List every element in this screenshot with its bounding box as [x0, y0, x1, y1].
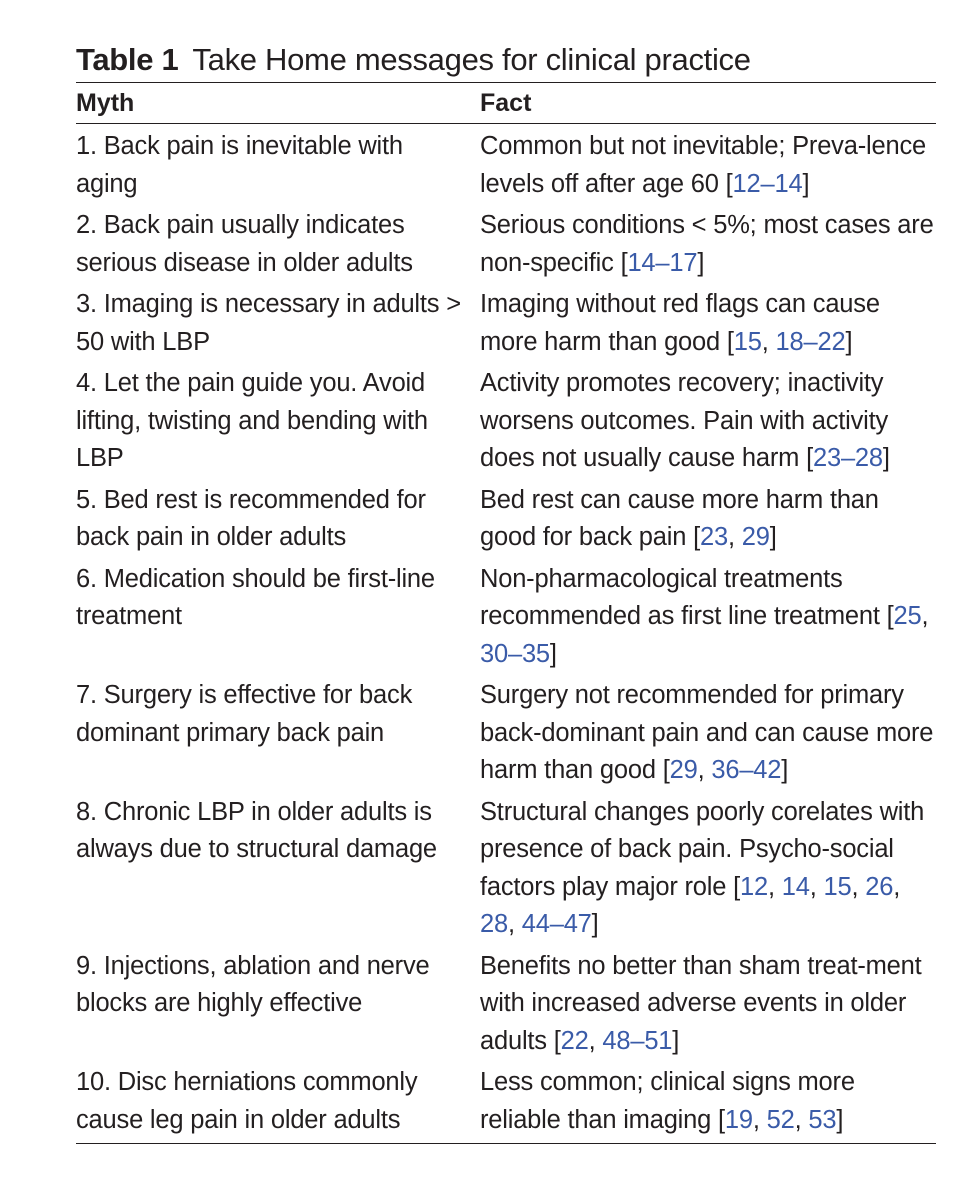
reference-bracket: [ — [886, 602, 894, 630]
table-figure — [76, 42, 936, 1144]
reference-link[interactable]: 12 — [740, 872, 768, 901]
header-row — [76, 83, 936, 124]
reference-link[interactable]: 18–22 — [775, 327, 846, 356]
fact-text: , — [794, 1105, 809, 1134]
myth-cell: 1. Back pain is inevitable with aging — [76, 132, 403, 198]
fact-text: Activity promotes recovery; inactivity worsens outcomes. Pain with activity does not usually cause harm — [480, 369, 889, 472]
reference-link[interactable]: 15 — [823, 872, 852, 901]
reference-link[interactable]: 29 — [741, 523, 770, 551]
fact-text: , — [507, 910, 522, 938]
table-row — [76, 286, 936, 365]
reference-link[interactable]: 29 — [669, 756, 698, 784]
fact-text: , — [921, 602, 929, 630]
myth-cell: 9. Injections, ablation and nerve blocks are highly effective — [76, 951, 430, 1017]
table-row — [76, 124, 936, 208]
reference-link[interactable]: 14 — [781, 872, 810, 901]
fact-text: Surgery not recommended for primary back-dominant pain and can cause more harm than good — [480, 681, 934, 784]
reference-bracket: ] — [882, 444, 890, 472]
reference-link[interactable]: 52 — [766, 1105, 795, 1134]
reference-link[interactable]: 15 — [733, 327, 762, 356]
myth-cell: 5. Bed rest is recommended for back pain in older adults — [76, 485, 426, 551]
fact-cell — [480, 677, 936, 794]
fact-text: , — [727, 523, 742, 551]
myth-cell: 10. Disc herniations commonly cause leg pain in older adults — [76, 1068, 418, 1134]
table-row — [76, 207, 936, 286]
myth-cell: 3. Imaging is necessary in adults > 50 with LBP — [76, 290, 461, 356]
reference-link[interactable]: 26 — [865, 872, 894, 901]
reference-bracket: [ — [733, 872, 741, 901]
reference-link[interactable]: 48–51 — [602, 1026, 673, 1055]
fact-text: Serious conditions < 5%; most cases are non-specific — [480, 211, 934, 277]
reference-bracket: ] — [781, 756, 789, 784]
fact-text: , — [588, 1026, 603, 1055]
fact-cell — [480, 286, 936, 365]
reference-link[interactable]: 23 — [700, 523, 728, 551]
table-number: Table 1 — [76, 42, 179, 77]
reference-bracket: [ — [806, 444, 813, 472]
reference-link[interactable]: 12–14 — [732, 169, 803, 198]
table-row — [76, 1064, 936, 1143]
reference-link[interactable]: 28 — [480, 910, 508, 938]
table-row — [76, 561, 936, 678]
fact-cell — [480, 1064, 936, 1143]
reference-bracket: [ — [553, 1026, 561, 1055]
column-header-fact: Fact — [480, 83, 936, 124]
reference-link[interactable]: 23–28 — [812, 444, 883, 472]
reference-link[interactable]: 36–42 — [711, 756, 782, 784]
fact-cell — [480, 365, 936, 482]
reference-bracket: [ — [620, 248, 628, 277]
column-header-myth: Myth — [76, 83, 480, 124]
reference-link[interactable]: 19 — [724, 1105, 753, 1134]
fact-text: , — [697, 756, 712, 784]
table-row — [76, 677, 936, 794]
reference-bracket: [ — [725, 169, 733, 198]
table-row — [76, 794, 936, 948]
reference-link[interactable]: 53 — [808, 1105, 837, 1134]
myth-fact-table — [76, 83, 936, 1143]
fact-text: , — [851, 872, 866, 901]
myth-cell: 7. Surgery is effective for back dominant primary back pain — [76, 681, 413, 747]
fact-text: Less common; clinical signs more reliable than imaging — [480, 1068, 855, 1134]
fact-text: , — [809, 872, 824, 901]
reference-bracket: [ — [693, 523, 700, 551]
table-row — [76, 948, 936, 1065]
reference-bracket: ] — [845, 327, 853, 356]
reference-link[interactable]: 25 — [893, 602, 922, 630]
reference-bracket: ] — [802, 169, 810, 198]
reference-bracket: [ — [662, 756, 670, 784]
fact-text: Common but not inevitable; Preva-lence levels off after age 60 — [480, 132, 926, 198]
fact-cell — [480, 794, 936, 948]
reference-link[interactable]: 14–17 — [627, 248, 698, 277]
table-row — [76, 482, 936, 561]
myth-cell: 8. Chronic LBP in older adults is always due to structural damage — [76, 797, 437, 863]
reference-link[interactable]: 30–35 — [480, 639, 550, 668]
reference-link[interactable]: 44–47 — [521, 910, 592, 938]
reference-bracket: ] — [697, 248, 705, 277]
reference-bracket: ] — [549, 639, 557, 668]
myth-cell: 6. Medication should be first-line treatment — [76, 564, 435, 630]
fact-text: Non-pharmacological treatments recommended as first line treatment — [480, 564, 887, 630]
myth-cell: 4. Let the pain guide you. Avoid lifting, twisting and bending with LBP — [76, 369, 428, 472]
table-caption — [76, 42, 936, 78]
fact-text: , — [768, 872, 782, 901]
reference-bracket: ] — [836, 1105, 844, 1134]
fact-cell — [480, 207, 936, 286]
fact-text: Imaging without red flags can cause more harm than good — [480, 290, 880, 356]
fact-cell — [480, 561, 936, 678]
fact-text: Benefits no better than sham treat-ment with increased adverse events in older adults — [480, 951, 922, 1055]
reference-bracket: ] — [769, 523, 777, 551]
reference-link[interactable]: 22 — [560, 1026, 589, 1055]
fact-cell — [480, 948, 936, 1065]
fact-text: , — [761, 327, 776, 356]
fact-cell — [480, 482, 936, 561]
reference-bracket: ] — [591, 910, 599, 938]
fact-text: , — [752, 1105, 767, 1134]
fact-cell — [480, 124, 936, 208]
myth-cell: 2. Back pain usually indicates serious disease in older adults — [76, 211, 413, 277]
bottom-rule — [76, 1143, 936, 1144]
fact-text: Structural changes poorly corelates with presence of back pain. Psycho-social factors play major role — [480, 797, 925, 901]
reference-bracket: [ — [718, 1105, 725, 1134]
table-row — [76, 365, 936, 482]
reference-bracket: [ — [726, 327, 734, 356]
reference-bracket: ] — [672, 1026, 680, 1055]
table-title: Take Home messages for clinical practice — [192, 42, 751, 77]
fact-text: Bed rest can cause more harm than good for back pain — [480, 485, 879, 551]
fact-text: , — [893, 872, 901, 901]
